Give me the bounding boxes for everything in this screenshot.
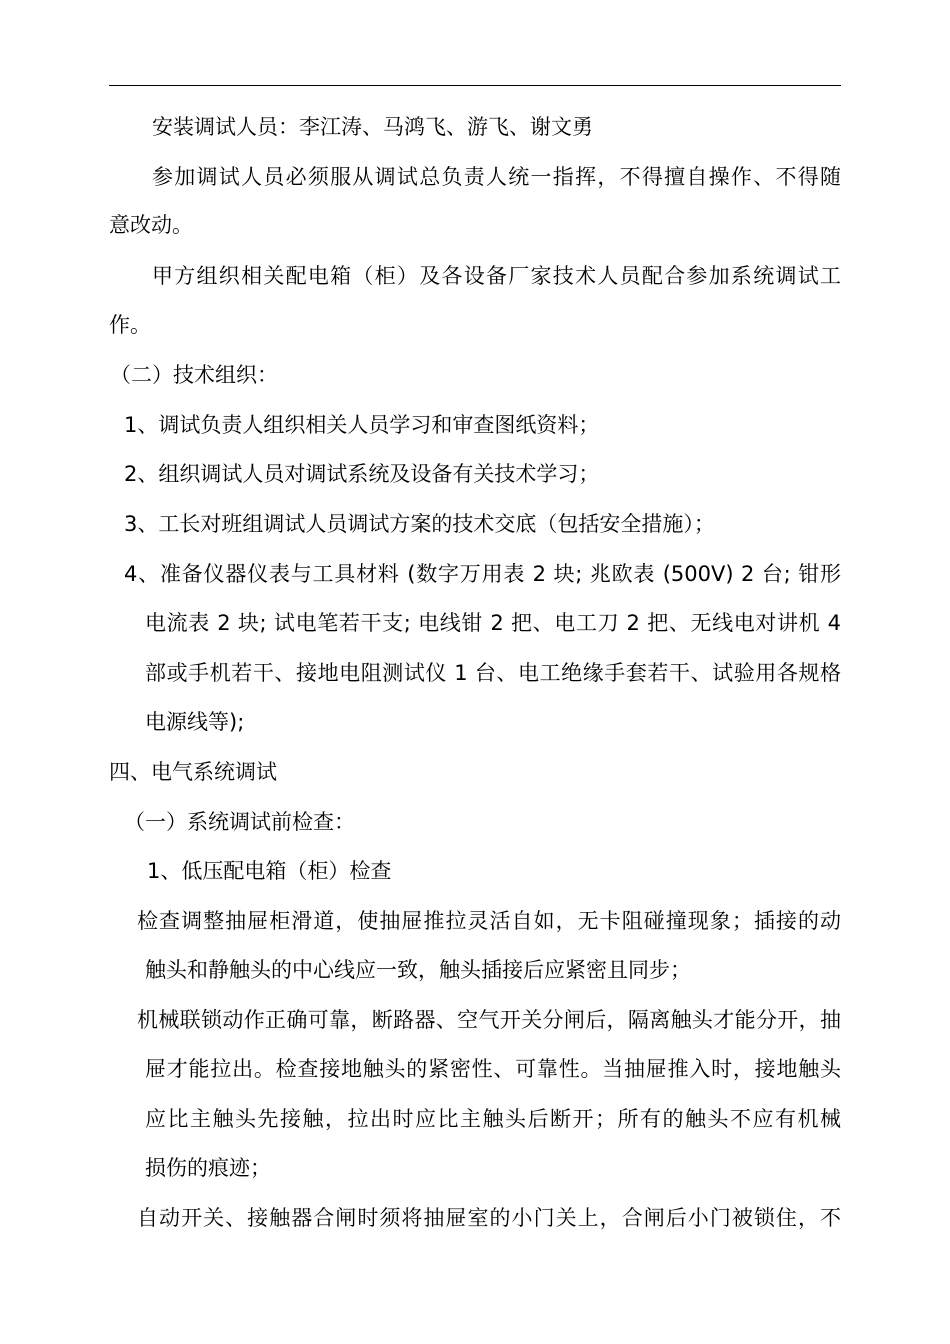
paragraph-line: 甲方组织相关配电箱（柜）及各设备厂家技术人员配合参加系统调试工 bbox=[152, 264, 841, 288]
paragraph-line: 触头和静触头的中心线应一致，触头插接后应紧密且同步； bbox=[145, 958, 691, 982]
section-heading: （二）技术组织： bbox=[110, 363, 278, 387]
list-item: 4、准备仪器仪表与工具材料 (数字万用表 2 块; 兆欧表 (500V) 2 台; 钳形 bbox=[124, 562, 841, 586]
section-heading: 四、电气系统调试 bbox=[109, 760, 277, 784]
paragraph-line: 应比主触头先接触，拉出时应比主触头后断开；所有的触头不应有机械 bbox=[145, 1107, 841, 1131]
list-item: 3、工长对班组调试人员调试方案的技术交底（包括安全措施）； bbox=[124, 512, 715, 536]
list-item-continuation: 电流表 2 块; 试电笔若干支; 电线钳 2 把、电工刀 2 把、无线电对讲机 4 bbox=[145, 611, 841, 635]
paragraph-line: 检查调整抽屉柜滑道，使抽屉推拉灵活自如，无卡阻碰撞现象；插接的动 bbox=[137, 909, 841, 933]
paragraph-line: 机械联锁动作正确可靠，断路器、空气开关分闸后，隔离触头才能分开，抽 bbox=[137, 1008, 841, 1032]
list-item-continuation: 电源线等); bbox=[145, 710, 245, 734]
paragraph-line: 意改动。 bbox=[109, 213, 193, 237]
paragraph-line: 损伤的痕迹； bbox=[145, 1156, 271, 1180]
list-item: 1、调试负责人组织相关人员学习和审查图纸资料； bbox=[124, 413, 600, 437]
subsection-heading: 1、低压配电箱（柜）检查 bbox=[147, 859, 392, 883]
paragraph-line: 作。 bbox=[109, 313, 151, 337]
list-item: 2、组织调试人员对调试系统及设备有关技术学习； bbox=[124, 462, 600, 486]
paragraph-line: 参加调试人员必须服从调试总负责人统一指挥，不得擅自操作、不得随 bbox=[152, 165, 841, 189]
list-item-continuation: 部或手机若干、接地电阻测试仪 1 台、电工绝缘手套若干、试验用各规格 bbox=[145, 661, 841, 685]
paragraph-line: 屉才能拉出。检查接地触头的紧密性、可靠性。当抽屉推入时，接地触头 bbox=[145, 1057, 841, 1081]
header-rule bbox=[109, 85, 841, 86]
paragraph-line: 自动开关、接触器合闸时须将抽屉室的小门关上，合闸后小门被锁住，不 bbox=[137, 1206, 841, 1230]
installer-names-line: 安装调试人员：李江涛、马鸿飞、游飞、谢文勇 bbox=[152, 115, 593, 139]
subsection-heading: （一）系统调试前检查： bbox=[124, 810, 355, 834]
